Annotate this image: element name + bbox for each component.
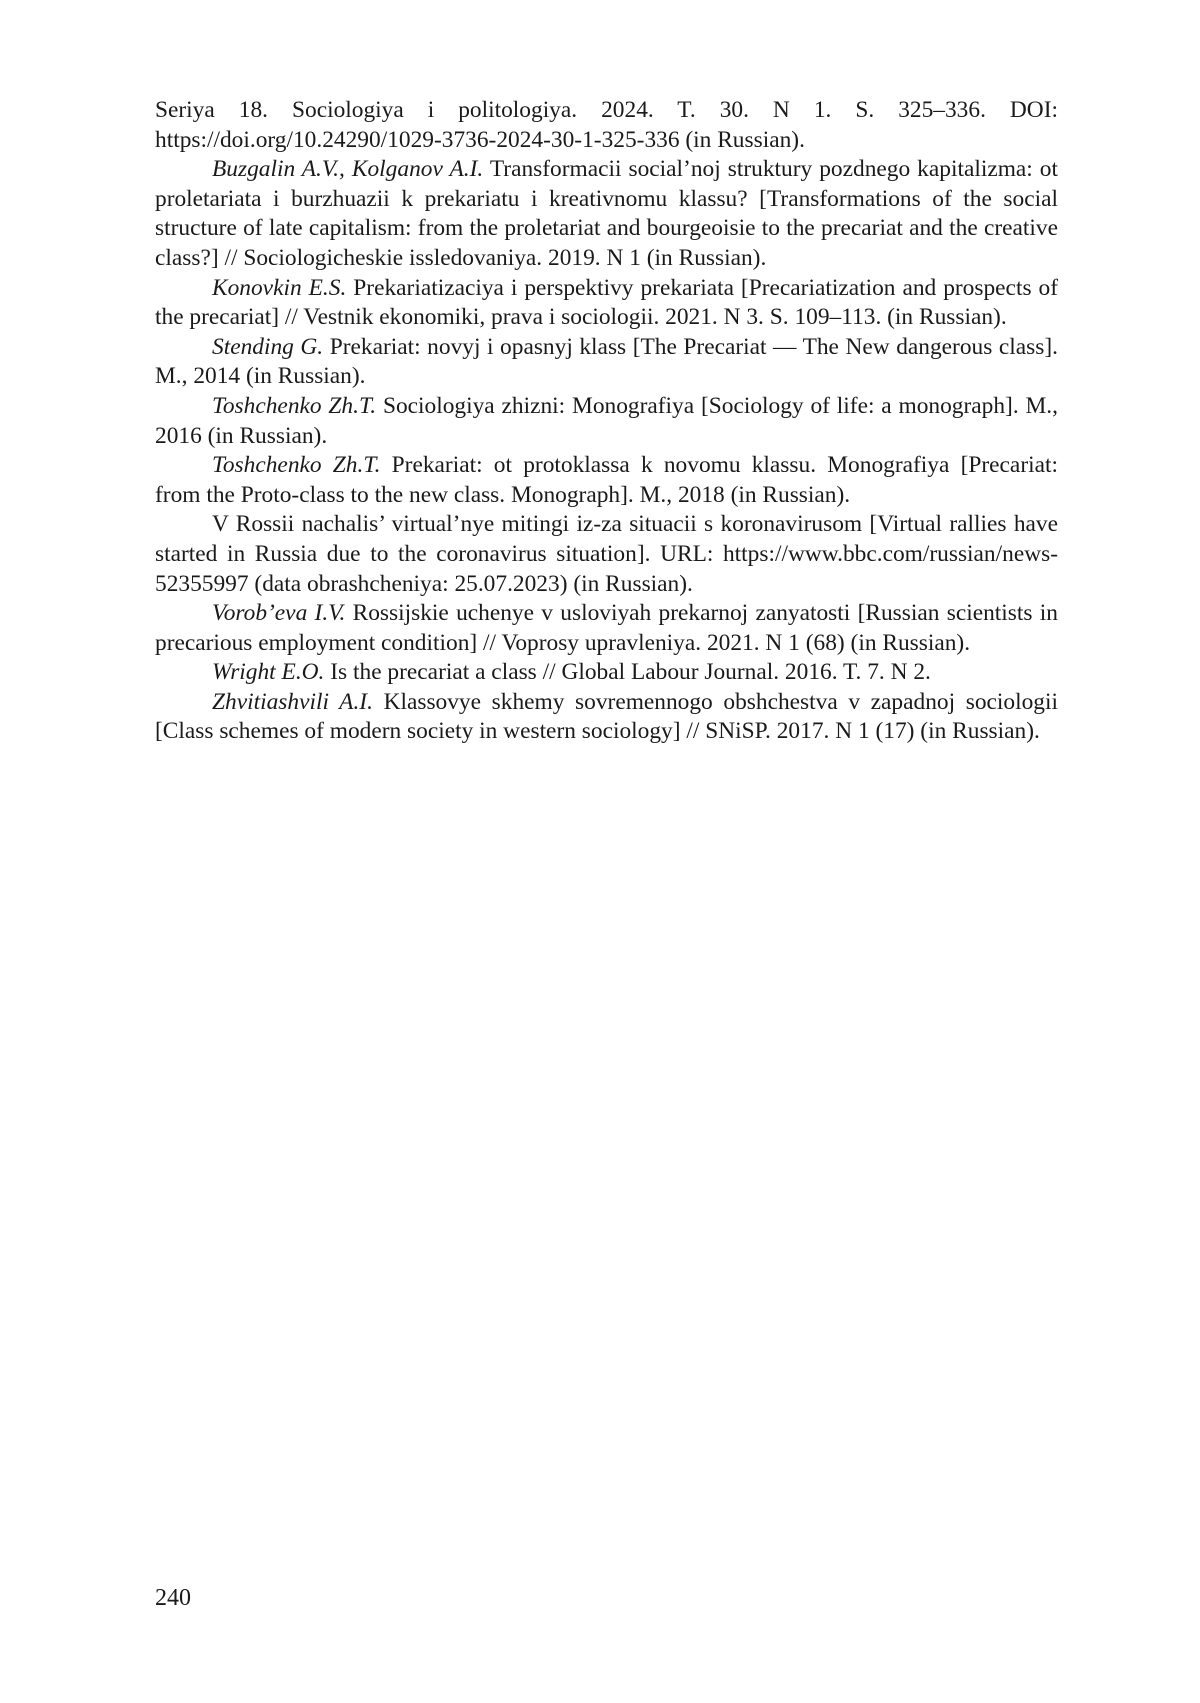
reference-author: Buzgalin A.V., Kolganov A.I. xyxy=(212,156,483,182)
reference-text: Sociologiya zhizni: Monografiya [Sociology of life: a monograph]. M., 2016 (in Russian). xyxy=(155,393,1058,449)
reference-text: V Rossii nachalis’ virtual’nye mitingi iz-za situacii s koronavirusom [Virtual rallies have started in Russia due to the coronavirus situation]. URL: https://www.bbc.com/russian/news-52355997 (data obrashcheniya: 25.07.2023) (in Russian). xyxy=(155,511,1058,596)
reference-author: Stending G. xyxy=(212,334,323,360)
reference-entry xyxy=(155,333,1058,392)
reference-author: Wright E.O. xyxy=(212,659,324,685)
reference-entry xyxy=(155,451,1058,510)
reference-text: Prekariat: novyj i opasnyj klass [The Precariat — The New dangerous class]. M., 2014 (in Russian). xyxy=(155,334,1058,390)
reference-entry xyxy=(155,274,1058,333)
reference-text: Rossijskie uchenye v usloviyah prekarnoj zanyatosti [Russian scientists in precarious employment condition] // Voprosy upravleniya. 2021. N 1 (68) (in Russian). xyxy=(155,600,1058,656)
reference-entry xyxy=(155,96,1058,155)
reference-entry xyxy=(155,688,1058,747)
reference-author: Zhvitiashvili A.I. xyxy=(212,689,373,715)
page-number: 240 xyxy=(155,1583,191,1613)
reference-text: Seriya 18. Sociologiya i politologiya. 2024. T. 30. N 1. S. 325–336. DOI: https://doi.org/10.24290/1029-3736-2024-30-1-325-336 (in Russian). xyxy=(155,97,1058,153)
reference-entry xyxy=(155,155,1058,273)
reference-text: Klassovye skhemy sovremennogo obshchestva v zapadnoj sociologii [Class schemes of modern society in western sociology] // SNiSP. 2017. N 1 (17) (in Russian). xyxy=(155,689,1058,745)
reference-entry xyxy=(155,510,1058,599)
reference-author: Toshchenko Zh.T. xyxy=(212,393,376,419)
reference-text: Prekariatizaciya i perspektivy prekariata [Precariatization and prospects of the precariat] // Vestnik ekonomiki, prava i sociologii. 2021. N 3. S. 109–113. (in Russian). xyxy=(155,275,1058,331)
reference-entry xyxy=(155,392,1058,451)
reference-entry xyxy=(155,599,1058,658)
reference-list xyxy=(155,96,1058,747)
reference-text: Prekariat: ot protoklassa k novomu klassu. Monografiya [Precariat: from the Proto-class to the new class. Monograph]. M., 2018 (in Russian). xyxy=(155,452,1058,508)
reference-author: Konovkin E.S. xyxy=(212,275,346,301)
reference-entry xyxy=(155,658,1058,688)
reference-author: Vorob’eva I.V. xyxy=(212,600,345,626)
reference-text: Transformacii social’noj struktury pozdnego kapitalizma: ot proletariata i burzhuazii k prekariatu i kreativnomu klassu? [Transformations of the social structure of late capitalism: from the proletariat and bourgeoisie to the precariat and the creative class?] // Sociologicheskie issledovaniya. 2019. N 1 (in Russian). xyxy=(155,156,1058,271)
reference-author: Toshchenko Zh.T. xyxy=(212,452,380,478)
reference-text: Is the precariat a class // Global Labour Journal. 2016. T. 7. N 2. xyxy=(324,659,930,685)
